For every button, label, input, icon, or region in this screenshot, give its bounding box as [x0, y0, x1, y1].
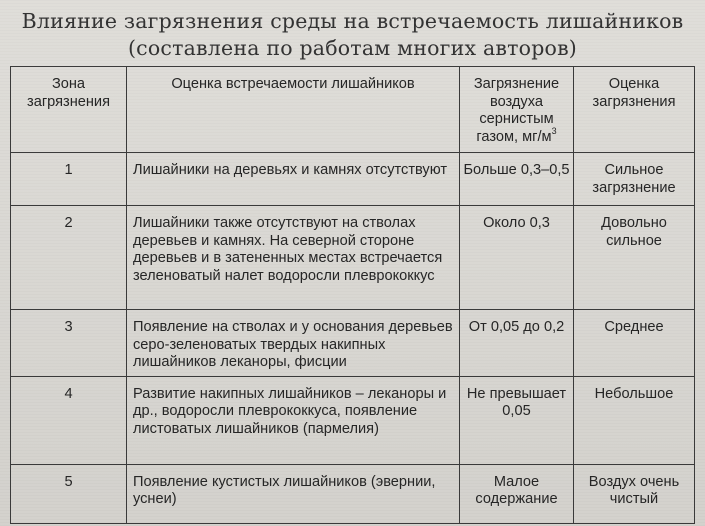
- table-row: [11, 310, 695, 377]
- cell-zone: 2: [11, 206, 127, 310]
- table-row: [11, 376, 695, 464]
- cell-assessment: Развитие накипных лишайников – леканоры и др., водоросли плеврококкуса, появление листоватых лишайников (пармелия): [127, 376, 460, 464]
- cell-assessment: Появление на стволах и у основания деревьев серо-зеленоватых твердых накипных лишайников леканоры, фисции: [127, 310, 460, 377]
- cell-rating: Довольно сильное: [574, 206, 695, 310]
- header-air-pollution: [460, 67, 574, 153]
- cell-zone: 5: [11, 464, 127, 523]
- page-title: [0, 8, 705, 62]
- table-row: [11, 153, 695, 206]
- table-row: [11, 206, 695, 310]
- cell-rating: Среднее: [574, 310, 695, 377]
- header-assessment: Оценка встречаемости лишайников: [127, 67, 460, 153]
- header-air-pollution-text: Загрязнение воздуха сернистым газом, мг/м: [473, 76, 560, 145]
- cell-so2: Больше 0,3–0,5: [460, 153, 574, 206]
- cell-zone: 4: [11, 376, 127, 464]
- cell-rating: Небольшое: [574, 376, 695, 464]
- title-line-2: (составлена по работам многих авторов): [127, 36, 578, 60]
- cell-assessment: Появление кустистых лишайников (эвернии, уснеи): [127, 464, 460, 523]
- cell-zone: 3: [11, 310, 127, 377]
- cell-rating: Воздух очень чистый: [574, 464, 695, 523]
- header-zone: Зона загрязнения: [11, 67, 127, 153]
- table-row: [11, 464, 695, 523]
- cell-assessment: Лишайники также отсутствуют на стволах деревьев и камнях. На северной стороне деревьев и в затененных местах встречается зеленоватый налет водоросли плеврококкус: [127, 206, 460, 310]
- header-pollution-rating: Оценка загрязнения: [574, 67, 695, 153]
- cell-zone: 1: [11, 153, 127, 206]
- cell-so2: Около 0,3: [460, 206, 574, 310]
- table-header-row: [11, 67, 695, 153]
- cell-rating: Сильное загрязнение: [574, 153, 695, 206]
- lichen-pollution-table: [10, 66, 695, 524]
- cell-assessment: Лишайники на деревьях и камнях отсутствуют: [127, 153, 460, 206]
- cell-so2: Малое содержание: [460, 464, 574, 523]
- header-air-pollution-sup: 3: [551, 125, 557, 136]
- title-line-1: Влияние загрязнения среды на встречаемость лишайников: [21, 9, 684, 33]
- cell-so2: От 0,05 до 0,2: [460, 310, 574, 377]
- cell-so2: Не превышает 0,05: [460, 376, 574, 464]
